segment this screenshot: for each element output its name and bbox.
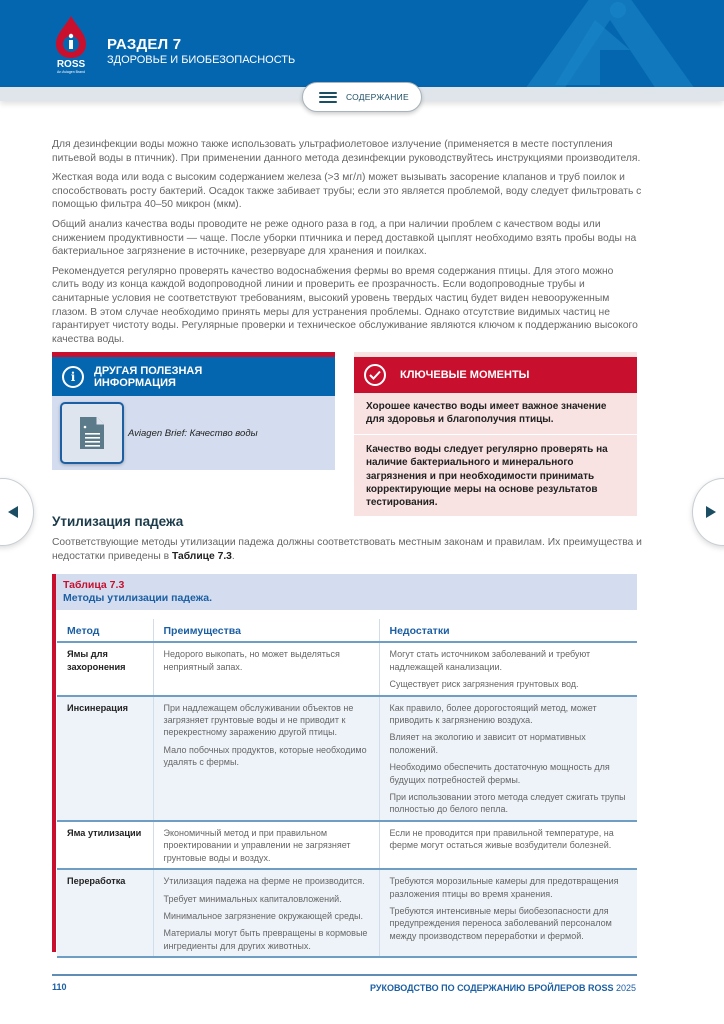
key-point-item: Хорошее качество воды имеет важное значение для здоровья и благополучия птицы. — [366, 401, 607, 426]
key-points-divider — [354, 434, 637, 435]
cons-cell: Как правило, более дорогостоящий метод, может приводить к загрязнению воздуха. Влияет на экологию и зависит от нормативных положений. Необходимо обеспечить достаточную мощность для будущих потребностей фермы. При использовании этого метода следует сжигать трупы полностью до белого пепла. — [379, 696, 637, 821]
next-page-button[interactable] — [692, 478, 724, 546]
cons-cell: Могут стать источником заболеваний и требуют надлежащей канализации. Существует риск загрязнения грунтовых вод. — [379, 642, 637, 695]
table-reference: Таблице 7.3 — [171, 550, 232, 562]
method-cell: Яма утилизации — [57, 821, 153, 869]
table-row — [57, 869, 637, 957]
document-icon — [78, 415, 106, 451]
other-info-box — [52, 352, 335, 470]
body-text — [52, 138, 642, 352]
pros-cell: Недорого выкопать, но может выделяться неприятный запах. — [153, 642, 379, 695]
paragraph: Жесткая вода или вода с высоким содержанием железа (>3 мг/л) может вызывать засорение клапанов и труб поилок и способствовать росту бактерий. Осадок также забивает трубы; если это является проблемой, воду следует фильтровать с помощью фильтра 40–50 микрон (мкм). — [52, 172, 642, 211]
table-caption — [52, 574, 637, 610]
info-box-title: ДРУГАЯ ПОЛЕЗНАЯ ИНФОРМАЦИЯ — [94, 364, 203, 389]
table-accent-bar — [52, 574, 56, 952]
hamburger-menu-icon — [319, 92, 337, 103]
table-of-contents-button[interactable] — [302, 82, 422, 112]
info-icon: i — [62, 366, 84, 388]
table-title: Методы утилизации падежа. — [63, 592, 213, 604]
method-cell: Инсинерация — [57, 696, 153, 821]
document-link-button[interactable] — [60, 402, 124, 464]
methods-table-block — [52, 574, 637, 952]
key-points-title: КЛЮЧЕВЫЕ МОМЕНТЫ — [400, 369, 530, 381]
toc-button-label: СОДЕРЖАНИЕ — [346, 92, 409, 102]
previous-page-button[interactable] — [0, 478, 34, 546]
svg-text:An Aviagen Brand: An Aviagen Brand — [57, 70, 85, 74]
section-heading: Утилизация падежа — [52, 514, 184, 529]
column-header: Метод — [57, 619, 153, 642]
pros-cell: Экономичный метод и при правильном проектировании и управлении не загрязняет грунтовые воды и воздух. — [153, 821, 379, 869]
pros-cell: Утилизация падежа на ферме не производится. Требует минимальных капиталовложений. Минимальное загрязнение окружающей среды. Материалы могут быть превращены в кормовые ингредиенты для других животных. — [153, 869, 379, 957]
paragraph: Для дезинфекции воды можно также использовать ультрафиолетовое излучение (применяется в месте поступления питьевой воды в птичник). При применении данного метода дезинфекции руководствуйтесь инструкциями производителя. — [52, 139, 641, 164]
info-box-header — [52, 357, 335, 396]
triangle-right-icon — [705, 505, 717, 519]
section-title: ЗДОРОВЬЕ И БИОБЕЗОПАСНОСТЬ — [107, 54, 296, 66]
column-header: Преимущества — [153, 619, 379, 642]
svg-text:ROSS: ROSS — [56, 59, 86, 70]
cons-cell: Требуются морозильные камеры для предотвращения разложения птицы во время хранения. Требуются интенсивные меры биобезопасности для предупреждения переноса заболеваний персоналом между производством переработки и фермой. — [379, 869, 637, 957]
triangle-left-icon — [7, 505, 19, 519]
watermark-drop-icon — [500, 0, 720, 87]
page-number: 110 — [52, 982, 67, 992]
table-row — [57, 642, 637, 695]
cons-cell: Если не проводится при правильной температуре, на ферме могут остаться живые возбудители болезней. — [379, 821, 637, 869]
method-cell: Ямы для захоронения — [57, 642, 153, 695]
footer-divider — [52, 974, 637, 976]
section-intro: Соответствующие методы утилизации падежа должны соответствовать местным законам и правилам. Их преимущества и недостатки приведены в Таблице 7.3. — [52, 537, 642, 562]
footer-title: РУКОВОДСТВО ПО СОДЕРЖАНИЮ БРОЙЛЕРОВ ROSS 2025 — [370, 983, 636, 993]
table-row — [57, 821, 637, 869]
pros-cell: При надлежащем обслуживании объектов не загрязняет грунтовые воды и не приводит к перекрестному заражению другой птицы. Мало побочных продуктов, которые необходимо удалять с фермы. — [153, 696, 379, 821]
key-points-header — [354, 357, 637, 393]
section-label: РАЗДЕЛ 7 — [107, 36, 182, 53]
ross-logo — [50, 14, 92, 74]
ross-drop-icon — [50, 14, 92, 74]
paragraph: Общий анализ качества воды проводите не реже одного раза в год, а при наличии проблем с качеством воды или снижением продуктивности — чаще. После уборки птичника и перед доставкой цыплят необходимо взять пробы воды на бактериальное загрязнение в источнике, резервуаре для хранения и поилках. — [52, 218, 637, 258]
table-number: Таблица 7.3 — [63, 579, 125, 591]
column-header: Недостатки — [379, 619, 637, 642]
paragraph: Рекомендуется регулярно проверять качество водоснабжения фермы во время содержания птицы. Для этого можно слить воду из конца каждой водопроводной линии и проверить ее прозрачность. Если водопроводные трубы и санитарные условия не соответствуют требованиям, высокий уровень твердых частиц будет виден невооруженным глазом. В этом случае необходимо принять меры для устранения проблемы. Однако отсутствие видимых частиц не гарантирует чистоту воды. Регулярные проверки и техническое обслуживание являются ключом к поддержанию высокого качества воды. — [52, 265, 638, 345]
key-points-box — [354, 352, 637, 516]
table-header-row — [57, 619, 637, 642]
methods-table — [57, 619, 637, 958]
check-circle-icon — [364, 364, 386, 386]
method-cell: Переработка — [57, 869, 153, 957]
page-header — [0, 0, 724, 87]
footer-year: 2025 — [615, 983, 636, 993]
document-link-label[interactable]: Aviagen Brief: Качество воды — [128, 428, 258, 439]
table-row — [57, 696, 637, 821]
key-point-item: Качество воды следует регулярно проверять на наличие бактериального и минерального загрязнения и при необходимости принимать корректирующие меры на основе результатов тестирования. — [366, 443, 608, 509]
